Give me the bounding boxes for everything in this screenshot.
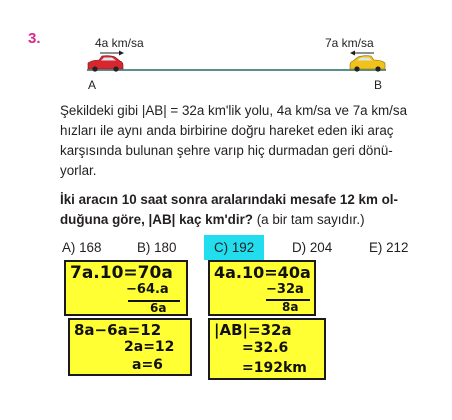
note2-line-1: 4a.10=40a bbox=[214, 263, 311, 282]
note-solve-a bbox=[68, 318, 192, 376]
note-car-a-calc bbox=[208, 260, 316, 316]
note3-line-1: 8a−6a=12 bbox=[74, 321, 162, 339]
problem-line-4: yorlar. bbox=[60, 163, 97, 178]
question-line-2-bold: duğuna göre, |AB| kaç km'dir? bbox=[60, 212, 253, 227]
car-a-speed-label: 4a km/sa bbox=[95, 36, 144, 50]
right-arrow-icon bbox=[100, 51, 124, 56]
note1-line-2: −64.a bbox=[126, 282, 169, 297]
question-line-2 bbox=[60, 210, 365, 230]
question-line-1: İki aracın 10 saat sonra aralarındaki mesafe 12 km ol- bbox=[60, 192, 398, 207]
note1-line-1: 7a.10=70a bbox=[70, 263, 173, 283]
note4-line-1: |AB|=32a bbox=[214, 321, 292, 339]
question-line-2-note: (a bir tam sayıdır.) bbox=[252, 212, 365, 227]
note2-line-3: 8a bbox=[282, 300, 299, 314]
choice-e[interactable]: E) 212 bbox=[369, 240, 409, 255]
note-car-b-calc bbox=[64, 260, 188, 316]
problem-line-2: hızları ile aynı anda birbirine doğru hareket eden iki araç bbox=[60, 123, 394, 138]
point-a-label: A bbox=[88, 78, 97, 92]
choice-a[interactable]: A) 168 bbox=[62, 240, 102, 255]
choice-c[interactable]: C) 192 bbox=[214, 240, 255, 255]
note4-line-2: =32.6 bbox=[242, 340, 289, 356]
note2-line-2: −32a bbox=[266, 282, 304, 297]
car-b-speed-label: 7a km/sa bbox=[325, 36, 374, 50]
problem-line-1: Şekildeki gibi |AB| = 32a km'lik yolu, 4a km/sa ve 7a km/sa bbox=[60, 103, 408, 118]
note3-line-3: a=6 bbox=[132, 357, 163, 373]
note3-line-2: 2a=12 bbox=[124, 339, 175, 355]
point-b-label: B bbox=[374, 78, 383, 92]
note-ab-result bbox=[208, 318, 326, 380]
question-number: 3. bbox=[28, 30, 41, 47]
problem-line-3: karşısında bulunan şehre varıp hiç durmadan geri dönü- bbox=[60, 143, 393, 158]
choice-b[interactable]: B) 180 bbox=[137, 240, 177, 255]
yellow-car-icon bbox=[350, 56, 385, 72]
note4-line-3: =192km bbox=[242, 360, 307, 376]
left-arrow-icon bbox=[350, 51, 374, 56]
choice-d[interactable]: D) 204 bbox=[292, 240, 333, 255]
note1-line-3: 6a bbox=[150, 301, 167, 315]
red-car-icon bbox=[88, 56, 123, 72]
road-diagram bbox=[0, 0, 452, 90]
